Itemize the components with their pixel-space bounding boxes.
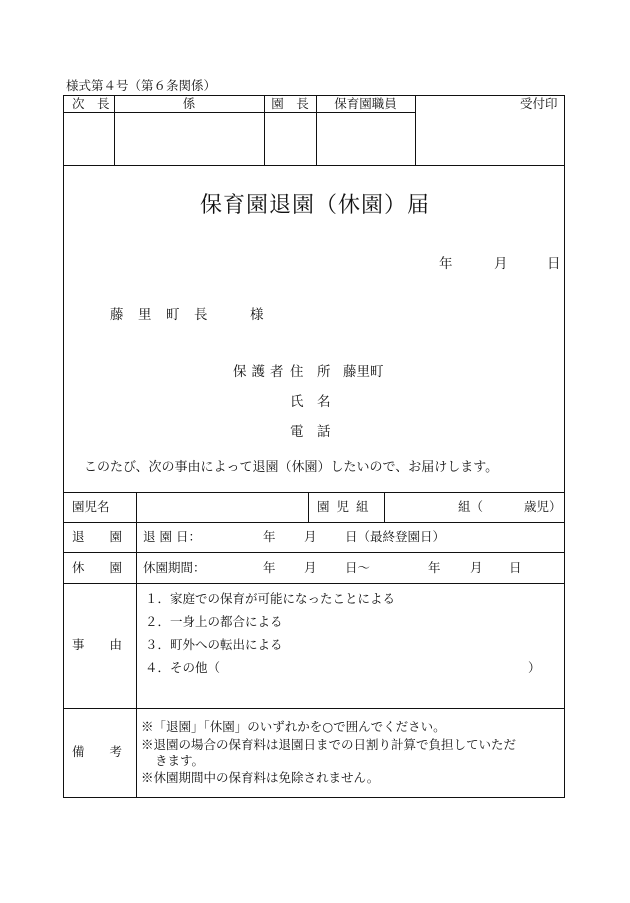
stamp-box-staff[interactable] — [317, 113, 415, 165]
header-staff: 保育園職員 — [334, 96, 397, 111]
addressee-char-1: 藤 — [110, 307, 124, 323]
addressee-char-3: 町 — [166, 307, 180, 323]
reason-label: 事 由 — [72, 637, 123, 652]
reason-other-close: ） — [528, 660, 541, 675]
withdraw-date-field-label: 退 園 日： — [143, 529, 201, 544]
reason-option-3[interactable]: ３．町外への転出による — [145, 637, 283, 652]
class-kumi-label: 組（ — [458, 499, 484, 514]
header-jichou: 次 長 — [72, 96, 110, 111]
leave-end-day: 日 — [509, 560, 522, 575]
document-title: 保育園退園（休園）届 — [199, 193, 430, 218]
header-kakari: 係 — [182, 96, 196, 111]
withdraw-day: 日（最終登園日） — [345, 529, 446, 544]
leave-start-month: 月 — [304, 560, 317, 575]
withdraw-month: 月 — [304, 529, 317, 544]
child-name-field[interactable] — [137, 493, 308, 522]
date-year-label: 年 — [439, 256, 453, 272]
child-name-label: 園児名 — [72, 499, 110, 514]
stamp-box-kakari[interactable] — [115, 113, 264, 165]
guardian-address-value[interactable]: 藤里町 — [343, 364, 384, 380]
leave-start-day: 日〜 — [345, 560, 371, 575]
reason-option-2[interactable]: ２．一身上の都合による — [145, 614, 283, 629]
remark-line-1: ※「退園」「休園」のいずれかを○で囲んでください。 — [141, 719, 446, 734]
statement-text: このたび、次の事由によって退園（休園）したいので、お届けします。 — [84, 460, 499, 475]
reason-option-1[interactable]: １．家庭での保育が可能になったことによる — [145, 591, 396, 606]
withdraw-label: 退 園 — [72, 529, 123, 544]
guardian-name-label: 氏 名 — [290, 394, 331, 410]
form-number-label: 様式第４号（第６条関係） — [66, 78, 217, 93]
child-class-label: 園児組 — [317, 499, 376, 514]
addressee-honorific: 様 — [250, 307, 264, 323]
withdraw-year: 年 — [263, 529, 276, 544]
stamp-box-jichou[interactable] — [64, 113, 114, 165]
leave-end-year: 年 — [428, 560, 441, 575]
stamp-box-enchou[interactable] — [265, 113, 316, 165]
date-day-label: 日 — [547, 256, 561, 272]
guardian-address-label: 住 所 — [290, 364, 331, 380]
remarks-label: 備 考 — [72, 744, 123, 759]
leave-end-month: 月 — [470, 560, 483, 575]
addressee-char-4: 長 — [194, 307, 208, 323]
leave-label: 休 園 — [72, 560, 123, 575]
leave-period-field-label: 休園期間： — [143, 560, 206, 575]
remark-line-2: ※退園の場合の保育料は退園日までの日割り計算で負担していただ — [141, 737, 517, 752]
remark-line-3: きます。 — [155, 753, 205, 768]
header-reception-stamp: 受付印 — [520, 96, 558, 111]
guardian-label: 保護者 — [233, 364, 289, 380]
class-age-label: 歳児） — [524, 499, 562, 514]
header-enchou: 園 長 — [271, 96, 309, 111]
leave-start-year: 年 — [263, 560, 276, 575]
reason-option-4[interactable]: ４．その他（ — [145, 660, 221, 675]
remark-line-4: ※休園期間中の保育料は免除されません。 — [141, 770, 380, 785]
date-month-label: 月 — [494, 256, 508, 272]
guardian-phone-label: 電 話 — [290, 424, 331, 440]
addressee-char-2: 里 — [138, 307, 152, 323]
